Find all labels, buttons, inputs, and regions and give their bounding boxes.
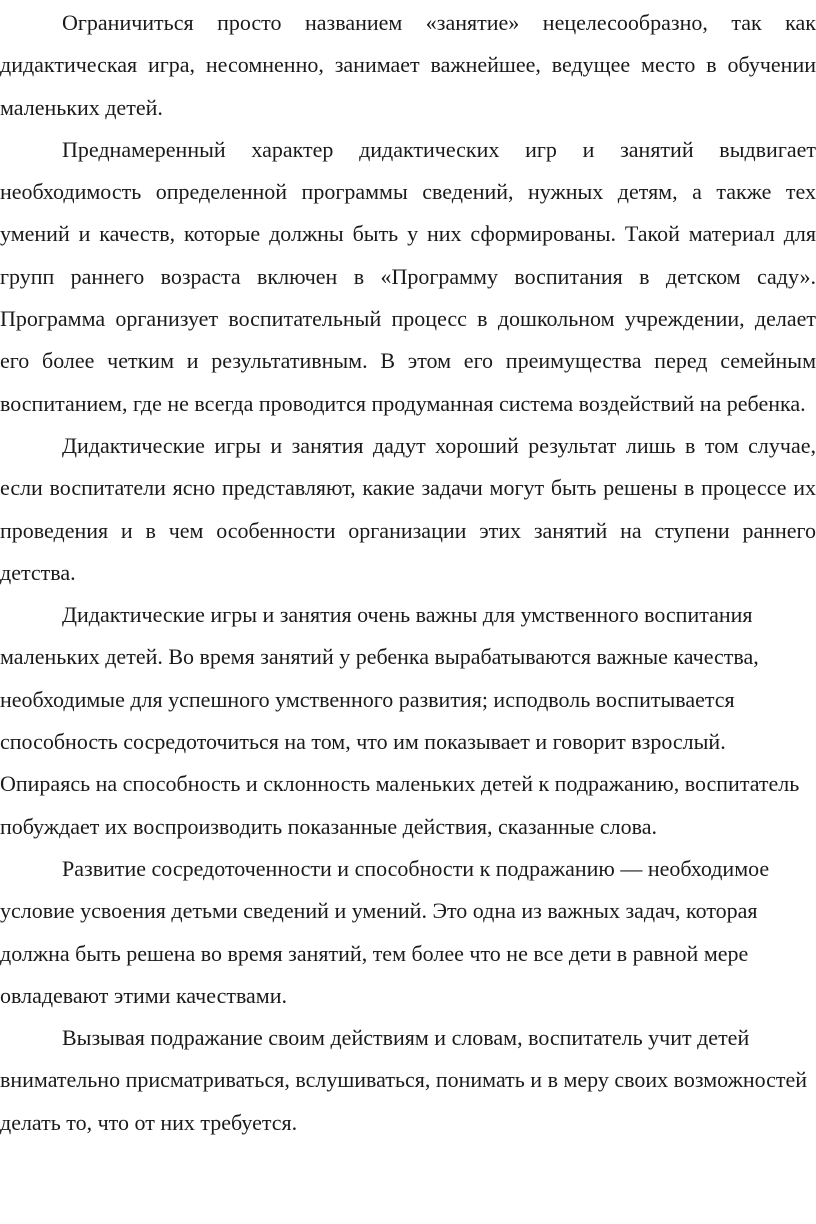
paragraph-6: Вызывая подражание своим действиям и словам, воспитатель учит детей внимательно присматриваться, вслушиваться, понимать и в меру своих возможностей делать то, что от них требуется. bbox=[0, 1025, 808, 1135]
paragraph-5: Развитие сосредоточенности и способности к подражанию — необходимое условие усвоения детьми сведений и умений. Это одна из важных задач, которая должна быть решена во время занятий, тем более что не все дети в равной мере овладевают этими качествами. bbox=[0, 855, 770, 1008]
paragraph-1: Ограничиться просто названием «занятие» нецелесообразно, так как дидактическая игра, несомненно, занимает важнейшее, ведущее место в обучении маленьких детей. bbox=[0, 10, 816, 120]
paragraph-4: Дидактические игры и занятия очень важны для умственного воспитания маленьких детей. Во время занятий у ребенка вырабатываются важные качества, необходимые для успешного умственного развития; исподволь воспитывается способность сосредоточиться на том, что им показывает и говорит взрослый. Опираясь на способность и склонность маленьких детей к подражанию, воспитатель побуждает их воспроизводить показанные действия, сказанные слова. bbox=[0, 602, 800, 839]
paragraph-2: Преднамеренный характер дидактических игр и занятий выдвигает необходимость определенной программы сведений, нужных детям, а также тех умений и качеств, которые должны быть у них сформированы. Такой материал для групп раннего возраста включен в «Программу воспитания в детском саду». Программа организует воспитательный процесс в дошкольном учреждении, делает его более четким и результативным. В этом его преимущества перед семейным воспитанием, где не всегда проводится продуманная система воздействий на ребенка. bbox=[0, 136, 816, 416]
paragraph-3: Дидактические игры и занятия дадут хороший результат лишь в том случае, если воспитатели ясно представляют, какие задачи могут быть решены в процессе их проведения и в чем особенности организации этих занятий на ступени раннего детства. bbox=[0, 432, 816, 585]
